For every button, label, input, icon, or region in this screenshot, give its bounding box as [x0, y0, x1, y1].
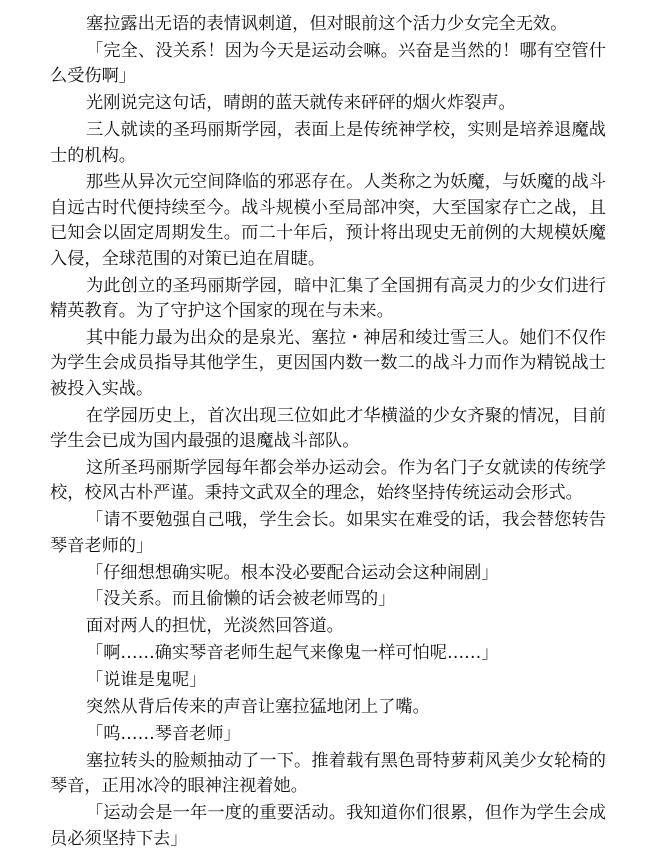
dialogue-line: 「啊……确实琴音老师生起气来像鬼一样可怕呢……」	[86, 643, 499, 664]
paragraph: 塞拉转头的脸颊抽动了一下。推着载有黑色哥特萝莉风美少女轮椅的琴音，正用冰冷的眼神注视着她。	[50, 750, 606, 797]
paragraph: 光刚说完这句话，晴朗的蓝天就传来砰砰的烟火炸裂声。	[86, 93, 516, 114]
document-page	[50, 0, 606, 854]
paragraph: 突然从背后传来的声音让塞拉猛地闭上了嘴。	[86, 697, 430, 718]
dialogue-line: 「呜……琴音老师」	[86, 723, 241, 744]
paragraph: 在学园历史上，首次出现三位如此才华横溢的少女齐聚的情况，目前学生会已成为国内最强的退魔战斗部队。	[50, 405, 606, 451]
paragraph: 这所圣玛丽斯学园每年都会举办运动会。作为名门子女就读的传统学校，校风古朴严谨。秉持文武双全的理念，始终坚持传统运动会形式。	[50, 457, 606, 504]
dialogue-line: 「完全、没关系！因为今天是运动会嘛。兴奋是当然的！哪有空管什么受伤啊」	[50, 40, 606, 87]
dialogue-line: 「请不要勉强自己哦，学生会长。如果实在难受的话，我会替您转告琴音老师的」	[50, 510, 606, 556]
paragraph: 其中能力最为出众的是泉光、塞拉・神居和绫辻雪三人。她们不仅作为学生会成员指导其他学生，更因国内数一数二的战斗力而作为精锐战士被投入实战。	[50, 327, 606, 399]
paragraph: 那些从异次元空间降临的邪恶存在。人类称之为妖魔，与妖魔的战斗自远古时代便持续至今。战斗规模小至局部冲突，大至国家存亡之战，且已知会以固定周期发生。而二十年后，预计将出现史无前例的大规模妖魔入侵，全球范围的对策已迫在眉睫。	[50, 172, 606, 269]
paragraph: 塞拉露出无语的表情讽刺道，但对眼前这个活力少女完全无效。	[86, 14, 568, 34]
dialogue-line: 「没关系。而且偷懒的话会被老师骂的」	[86, 589, 396, 610]
paragraph: 为此创立的圣玛丽斯学园，暗中汇集了全国拥有高灵力的少女们进行精英教育。为了守护这个国家的现在与未来。	[50, 275, 606, 321]
paragraph: 三人就读的圣玛丽斯学园，表面上是传统神学校，实则是培养退魔战士的机构。	[50, 120, 606, 166]
dialogue-line: 「仔细想想确实呢。根本没必要配合运动会这种闹剧」	[86, 562, 499, 583]
dialogue-line: 「说谁是鬼呢」	[86, 670, 207, 691]
dialogue-line: 「运动会是一年一度的重要活动。我知道你们很累，但作为学生会成员必须坚持下去」	[50, 803, 606, 849]
paragraph: 面对两人的担忧，光淡然回答道。	[86, 616, 344, 637]
